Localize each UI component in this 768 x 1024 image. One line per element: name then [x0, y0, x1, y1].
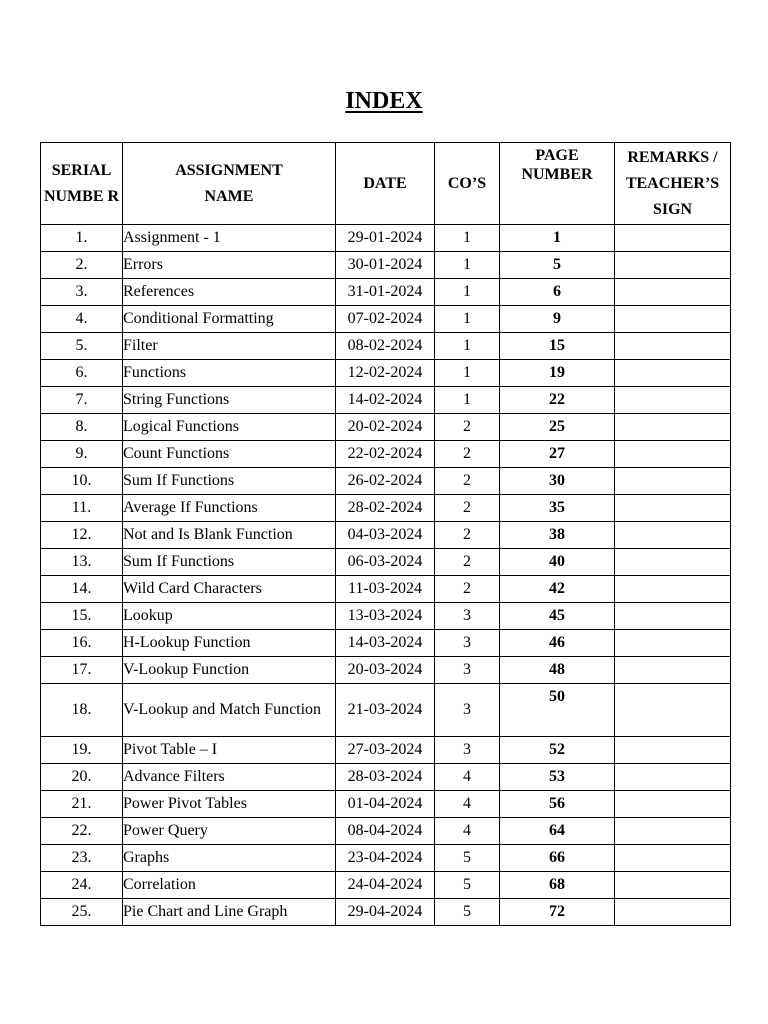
assignment-name-cell: Pivot Table – I: [123, 737, 336, 764]
assignment-name-cell: Functions: [123, 360, 336, 387]
cos-cell: 4: [435, 791, 500, 818]
date-cell: 24-04-2024: [336, 872, 435, 899]
date-cell: 13-03-2024: [336, 603, 435, 630]
remarks-cell: [615, 818, 731, 845]
assignment-name-cell: Filter: [123, 333, 336, 360]
page-number-cell: 64: [500, 818, 615, 845]
assignment-name-cell: Sum If Functions: [123, 549, 336, 576]
remarks-cell: [615, 657, 731, 684]
table-row: [41, 845, 731, 872]
page-number-cell: 72: [500, 899, 615, 926]
remarks-cell: [615, 791, 731, 818]
cos-cell: 1: [435, 306, 500, 333]
date-cell: 26-02-2024: [336, 468, 435, 495]
table-row: [41, 684, 731, 737]
assignment-name-cell: Errors: [123, 252, 336, 279]
table-row: [41, 549, 731, 576]
page-number-cell: 6: [500, 279, 615, 306]
serial-number-cell: 18.: [41, 684, 123, 737]
page-number-cell: 1: [500, 225, 615, 252]
header-page-number: PAGE NUMBER: [500, 143, 615, 225]
remarks-cell: [615, 872, 731, 899]
page-number-cell: 5: [500, 252, 615, 279]
cos-cell: 4: [435, 764, 500, 791]
serial-number-cell: 19.: [41, 737, 123, 764]
cos-cell: 3: [435, 684, 500, 737]
page-number-cell: 27: [500, 441, 615, 468]
remarks-cell: [615, 414, 731, 441]
remarks-cell: [615, 522, 731, 549]
assignment-name-cell: Power Pivot Tables: [123, 791, 336, 818]
table-row: [41, 360, 731, 387]
serial-number-cell: 13.: [41, 549, 123, 576]
page-number-cell: 35: [500, 495, 615, 522]
assignment-name-cell: Assignment - 1: [123, 225, 336, 252]
table-row: [41, 252, 731, 279]
cos-cell: 1: [435, 333, 500, 360]
cos-cell: 2: [435, 468, 500, 495]
remarks-cell: [615, 279, 731, 306]
cos-cell: 2: [435, 414, 500, 441]
cos-cell: 1: [435, 387, 500, 414]
remarks-cell: [615, 576, 731, 603]
date-cell: 07-02-2024: [336, 306, 435, 333]
header-assignment-name: ASSIGNMENT NAME: [123, 143, 336, 225]
serial-number-cell: 4.: [41, 306, 123, 333]
page-number-cell: 25: [500, 414, 615, 441]
cos-cell: 1: [435, 252, 500, 279]
date-cell: 29-01-2024: [336, 225, 435, 252]
page-number-cell: 68: [500, 872, 615, 899]
page-number-cell: 50: [500, 684, 615, 737]
table-header-row: [41, 143, 731, 225]
serial-number-cell: 6.: [41, 360, 123, 387]
remarks-cell: [615, 549, 731, 576]
assignment-name-cell: References: [123, 279, 336, 306]
table-row: [41, 737, 731, 764]
date-cell: 14-03-2024: [336, 630, 435, 657]
date-cell: 08-02-2024: [336, 333, 435, 360]
page-number-cell: 46: [500, 630, 615, 657]
date-cell: 28-03-2024: [336, 764, 435, 791]
cos-cell: 3: [435, 657, 500, 684]
cos-cell: 2: [435, 495, 500, 522]
page-number-cell: 9: [500, 306, 615, 333]
table-row: [41, 495, 731, 522]
serial-number-cell: 23.: [41, 845, 123, 872]
page-number-cell: 15: [500, 333, 615, 360]
cos-cell: 5: [435, 872, 500, 899]
serial-number-cell: 20.: [41, 764, 123, 791]
table-row: [41, 441, 731, 468]
remarks-cell: [615, 225, 731, 252]
table-row: [41, 576, 731, 603]
table-row: [41, 333, 731, 360]
table-row: [41, 225, 731, 252]
cos-cell: 2: [435, 576, 500, 603]
page-number-cell: 22: [500, 387, 615, 414]
date-cell: 01-04-2024: [336, 791, 435, 818]
cos-cell: 5: [435, 845, 500, 872]
assignment-name-cell: Average If Functions: [123, 495, 336, 522]
remarks-cell: [615, 845, 731, 872]
table-row: [41, 630, 731, 657]
assignment-name-cell: Power Query: [123, 818, 336, 845]
cos-cell: 5: [435, 899, 500, 926]
date-cell: 28-02-2024: [336, 495, 435, 522]
page-number-cell: 56: [500, 791, 615, 818]
remarks-cell: [615, 684, 731, 737]
cos-cell: 3: [435, 630, 500, 657]
serial-number-cell: 16.: [41, 630, 123, 657]
serial-number-cell: 15.: [41, 603, 123, 630]
serial-number-cell: 14.: [41, 576, 123, 603]
remarks-cell: [615, 899, 731, 926]
page-number-cell: 45: [500, 603, 615, 630]
assignment-name-cell: V-Lookup Function: [123, 657, 336, 684]
serial-number-cell: 7.: [41, 387, 123, 414]
table-row: [41, 387, 731, 414]
table-row: [41, 468, 731, 495]
table-row: [41, 764, 731, 791]
cos-cell: 4: [435, 818, 500, 845]
header-serial-number: SERIAL NUMBE R: [41, 143, 123, 225]
header-cos: CO’S: [435, 143, 500, 225]
remarks-cell: [615, 441, 731, 468]
header-remarks: REMARKS / TEACHER’S SIGN: [615, 143, 731, 225]
serial-number-cell: 22.: [41, 818, 123, 845]
date-cell: 27-03-2024: [336, 737, 435, 764]
remarks-cell: [615, 737, 731, 764]
assignment-name-cell: Advance Filters: [123, 764, 336, 791]
serial-number-cell: 24.: [41, 872, 123, 899]
page-number-cell: 38: [500, 522, 615, 549]
table-row: [41, 522, 731, 549]
assignment-name-cell: Graphs: [123, 845, 336, 872]
date-cell: 04-03-2024: [336, 522, 435, 549]
date-cell: 11-03-2024: [336, 576, 435, 603]
assignment-name-cell: Correlation: [123, 872, 336, 899]
date-cell: 21-03-2024: [336, 684, 435, 737]
page-title: INDEX: [345, 88, 423, 114]
remarks-cell: [615, 630, 731, 657]
date-cell: 30-01-2024: [336, 252, 435, 279]
page-number-cell: 53: [500, 764, 615, 791]
assignment-name-cell: Count Functions: [123, 441, 336, 468]
serial-number-cell: 3.: [41, 279, 123, 306]
serial-number-cell: 10.: [41, 468, 123, 495]
assignment-name-cell: Wild Card Characters: [123, 576, 336, 603]
assignment-name-cell: Sum If Functions: [123, 468, 336, 495]
cos-cell: 1: [435, 360, 500, 387]
page-number-cell: 19: [500, 360, 615, 387]
serial-number-cell: 11.: [41, 495, 123, 522]
page-number-cell: 66: [500, 845, 615, 872]
assignment-name-cell: Conditional Formatting: [123, 306, 336, 333]
table-row: [41, 306, 731, 333]
remarks-cell: [615, 306, 731, 333]
table-row: [41, 899, 731, 926]
assignment-name-cell: Not and Is Blank Function: [123, 522, 336, 549]
remarks-cell: [615, 387, 731, 414]
remarks-cell: [615, 333, 731, 360]
date-cell: 08-04-2024: [336, 818, 435, 845]
remarks-cell: [615, 468, 731, 495]
table-row: [41, 791, 731, 818]
serial-number-cell: 25.: [41, 899, 123, 926]
remarks-cell: [615, 360, 731, 387]
serial-number-cell: 1.: [41, 225, 123, 252]
remarks-cell: [615, 764, 731, 791]
remarks-cell: [615, 252, 731, 279]
table-row: [41, 603, 731, 630]
cos-cell: 1: [435, 225, 500, 252]
cos-cell: 2: [435, 441, 500, 468]
assignment-name-cell: String Functions: [123, 387, 336, 414]
date-cell: 20-02-2024: [336, 414, 435, 441]
cos-cell: 1: [435, 279, 500, 306]
remarks-cell: [615, 603, 731, 630]
date-cell: 14-02-2024: [336, 387, 435, 414]
page-number-cell: 40: [500, 549, 615, 576]
serial-number-cell: 9.: [41, 441, 123, 468]
cos-cell: 2: [435, 522, 500, 549]
cos-cell: 2: [435, 549, 500, 576]
serial-number-cell: 8.: [41, 414, 123, 441]
cos-cell: 3: [435, 737, 500, 764]
remarks-cell: [615, 495, 731, 522]
date-cell: 23-04-2024: [336, 845, 435, 872]
table-body: [41, 225, 731, 926]
assignment-name-cell: Logical Functions: [123, 414, 336, 441]
serial-number-cell: 2.: [41, 252, 123, 279]
page-number-cell: 48: [500, 657, 615, 684]
serial-number-cell: 21.: [41, 791, 123, 818]
table-row: [41, 872, 731, 899]
assignment-name-cell: Lookup: [123, 603, 336, 630]
page-number-cell: 52: [500, 737, 615, 764]
date-cell: 31-01-2024: [336, 279, 435, 306]
table-row: [41, 818, 731, 845]
serial-number-cell: 12.: [41, 522, 123, 549]
cos-cell: 3: [435, 603, 500, 630]
serial-number-cell: 5.: [41, 333, 123, 360]
table-row: [41, 414, 731, 441]
date-cell: 06-03-2024: [336, 549, 435, 576]
index-table: [40, 142, 731, 926]
table-row: [41, 657, 731, 684]
assignment-name-cell: H-Lookup Function: [123, 630, 336, 657]
assignment-name-cell: Pie Chart and Line Graph: [123, 899, 336, 926]
date-cell: 29-04-2024: [336, 899, 435, 926]
page-number-cell: 42: [500, 576, 615, 603]
header-date: DATE: [336, 143, 435, 225]
assignment-name-cell: V-Lookup and Match Function: [123, 684, 336, 737]
serial-number-cell: 17.: [41, 657, 123, 684]
date-cell: 22-02-2024: [336, 441, 435, 468]
date-cell: 20-03-2024: [336, 657, 435, 684]
table-row: [41, 279, 731, 306]
date-cell: 12-02-2024: [336, 360, 435, 387]
page-number-cell: 30: [500, 468, 615, 495]
